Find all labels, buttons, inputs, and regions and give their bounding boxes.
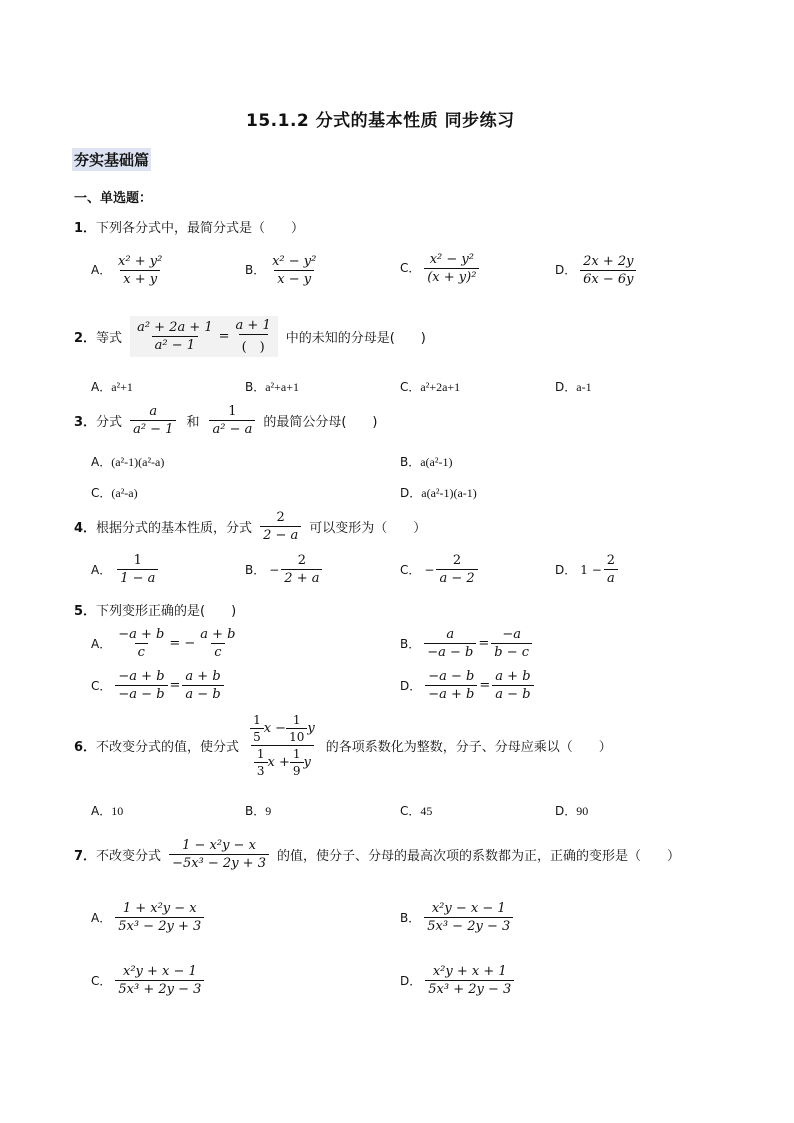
- question-5: [74, 600, 236, 619]
- fraction-2: [209, 404, 255, 437]
- denominator: a − b: [182, 685, 223, 702]
- question-type-heading: 一、单选题：: [74, 191, 153, 206]
- fraction: [260, 510, 301, 543]
- option-label: D．: [400, 974, 422, 988]
- q4-option-a[interactable]: [91, 553, 158, 586]
- option-label: C．: [400, 380, 421, 394]
- q1-option-d[interactable]: [555, 254, 636, 287]
- option-label: A．: [91, 637, 112, 651]
- q2-option-a[interactable]: [91, 378, 133, 395]
- q5-option-c[interactable]: [91, 669, 224, 702]
- section-title: 夯实基础篇: [72, 148, 151, 171]
- numerator: a + b: [495, 669, 531, 684]
- fraction: [281, 553, 322, 586]
- q6-option-d[interactable]: [555, 802, 588, 819]
- option-label: A．: [91, 263, 112, 277]
- sign: 1 −: [580, 562, 602, 577]
- q1-option-a[interactable]: [91, 254, 165, 287]
- sign: −: [424, 562, 435, 577]
- denominator: 6x − 6y: [580, 270, 636, 287]
- equals-sign: = −: [169, 636, 196, 651]
- denominator: −a − b: [115, 685, 167, 702]
- numerator: 1 − x²y − x: [182, 838, 256, 853]
- q4-option-b[interactable]: [245, 553, 322, 586]
- question-3: [74, 404, 378, 437]
- left-fraction: [134, 320, 216, 353]
- question-6: [74, 713, 612, 778]
- fraction: [115, 964, 204, 997]
- option-text: a(a²-1): [420, 455, 453, 469]
- numerator: −a + b: [118, 669, 165, 684]
- question-text-pre: 不改变分式的值，使分式: [96, 740, 240, 755]
- fraction: [269, 254, 319, 287]
- fraction: [169, 838, 269, 871]
- numerator: x² + y²: [118, 254, 163, 269]
- numerator: x² − y²: [429, 252, 474, 267]
- term: x −: [263, 721, 287, 736]
- numerator: 2: [606, 553, 616, 568]
- q2-option-b[interactable]: [245, 378, 299, 395]
- numerator: 2: [452, 553, 462, 568]
- denominator: a² − a: [209, 420, 255, 437]
- denominator: 5x³ − 2y + 3: [115, 917, 204, 934]
- question-2: [74, 316, 426, 357]
- question-4: [74, 510, 426, 543]
- numerator: x²y − x − 1: [431, 901, 506, 916]
- denominator: a − b: [492, 685, 533, 702]
- denominator: 5x³ + 2y − 3: [115, 980, 204, 997]
- fraction: [604, 553, 618, 586]
- term: y: [303, 755, 311, 770]
- option-text: a-1: [576, 380, 592, 394]
- q3-option-a[interactable]: [91, 453, 164, 470]
- denominator: [251, 745, 314, 778]
- option-label: A．: [91, 455, 112, 469]
- numerator: a² + 2a + 1: [137, 320, 213, 335]
- option-label: B．: [245, 804, 266, 818]
- question-text-post: 的各项系数化为整数，分子、分母应乘以（ ）: [325, 740, 612, 755]
- fraction: [424, 252, 479, 285]
- denominator: 1 − a: [117, 569, 158, 586]
- option-label: A．: [91, 380, 112, 394]
- q2-option-d[interactable]: [555, 378, 592, 395]
- numerator: 1 + x²y − x: [122, 901, 197, 916]
- numerator: −a − b: [428, 669, 475, 684]
- denominator: 2 + a: [281, 569, 322, 586]
- coef-num: 1: [292, 747, 301, 761]
- denominator: −a + b: [425, 685, 477, 702]
- denominator: a: [604, 569, 618, 586]
- denominator: 2 − a: [260, 526, 301, 543]
- right-fraction: [233, 318, 274, 355]
- page-title: 15.1.2 分式的基本性质 同步练习: [246, 111, 515, 131]
- coef-den: 10: [286, 728, 307, 744]
- numerator: a + 1: [235, 318, 271, 333]
- q3-option-d[interactable]: [400, 484, 477, 501]
- denominator: −5x³ − 2y + 3: [169, 854, 269, 871]
- option-label: B．: [400, 637, 421, 651]
- option-label: C．: [91, 974, 112, 988]
- option-label: D．: [555, 380, 577, 394]
- question-number: 2．: [74, 331, 97, 346]
- numerator: 2x + 2y: [583, 254, 634, 269]
- fraction: [115, 901, 204, 934]
- denominator: c: [135, 643, 148, 660]
- option-label: D．: [400, 486, 422, 500]
- option-text: 90: [576, 804, 589, 818]
- option-text: a²+1: [111, 380, 133, 394]
- numerator: 1: [228, 404, 237, 419]
- left-fraction: [115, 669, 167, 702]
- q5-option-d[interactable]: [400, 669, 534, 702]
- q4-option-c[interactable]: [400, 553, 478, 586]
- equals-sign: =: [218, 329, 230, 344]
- q7-option-c[interactable]: [91, 964, 204, 997]
- equals-sign: =: [478, 636, 490, 651]
- q7-option-a[interactable]: [91, 901, 204, 934]
- coef-den: 5: [250, 728, 264, 744]
- denominator: (x + y)²: [424, 268, 479, 285]
- option-label: D．: [555, 263, 577, 277]
- denominator: x + y: [120, 270, 160, 287]
- fraction: [580, 254, 636, 287]
- option-label: B．: [400, 455, 421, 469]
- option-label: C．: [91, 486, 112, 500]
- option-label: C．: [400, 261, 421, 275]
- option-text: 10: [111, 804, 124, 818]
- fraction: [425, 964, 514, 997]
- question-text-post: 中的未知的分母是( ): [285, 331, 426, 346]
- numerator: 2: [297, 553, 307, 568]
- q7-option-b[interactable]: [400, 901, 513, 934]
- fraction-1: [130, 404, 176, 437]
- coef-den: 9: [290, 762, 304, 778]
- option-label: C．: [400, 563, 421, 577]
- option-text: (a²-a): [111, 486, 138, 500]
- option-label: A．: [91, 563, 112, 577]
- q4-option-d[interactable]: [555, 553, 618, 586]
- fraction: [115, 254, 165, 287]
- fraction: [424, 901, 513, 934]
- denominator-blank: ( ): [239, 334, 268, 355]
- question-text-post: 的值，使分子、分母的最高次项的系数都为正，正确的变形是（ ）: [276, 849, 680, 864]
- right-fraction: [197, 627, 238, 660]
- question-number: 6．: [74, 740, 97, 755]
- q1-option-b[interactable]: [245, 254, 319, 287]
- option-label: C．: [91, 679, 112, 693]
- denominator: −a − b: [424, 643, 476, 660]
- right-fraction: [491, 627, 532, 660]
- coefficient: [290, 747, 304, 778]
- option-text: (a²-1)(a²-a): [111, 455, 165, 469]
- q2-option-c[interactable]: [400, 378, 460, 395]
- numerator: [247, 713, 318, 745]
- question-1: [74, 217, 304, 236]
- option-label: B．: [245, 563, 266, 577]
- left-fraction: [115, 627, 167, 660]
- coefficient: [254, 747, 268, 778]
- numerator: x² − y²: [272, 254, 317, 269]
- question-text-pre: 分式: [96, 415, 123, 430]
- coef-num: 1: [292, 713, 301, 727]
- option-label: B．: [245, 263, 266, 277]
- complex-fraction: [247, 713, 318, 778]
- q6-option-b[interactable]: [245, 802, 271, 819]
- question-7: [74, 838, 680, 871]
- coef-den: 3: [254, 762, 268, 778]
- numerator: a + b: [185, 669, 221, 684]
- term: y: [307, 721, 315, 736]
- left-fraction: [424, 627, 476, 660]
- numerator: a + b: [200, 627, 236, 642]
- option-label: D．: [555, 804, 577, 818]
- question-text: 下列各分式中，最简分式是（ ）: [96, 221, 305, 236]
- denominator: a − 2: [436, 569, 477, 586]
- right-fraction: [492, 669, 533, 702]
- fraction: [436, 553, 477, 586]
- coefficient: [250, 713, 264, 744]
- numerator: 1: [133, 553, 142, 568]
- denominator: a² − 1: [130, 420, 176, 437]
- term: x +: [267, 755, 290, 770]
- equation: [130, 316, 278, 357]
- numerator: −a: [502, 627, 521, 642]
- question-number: 5．: [74, 604, 97, 619]
- option-label: D．: [555, 563, 577, 577]
- coef-num: 1: [253, 713, 261, 727]
- denominator: a² − 1: [152, 336, 198, 353]
- question-text-pre: 根据分式的基本性质，分式: [96, 521, 253, 536]
- q3-option-b[interactable]: [400, 453, 452, 470]
- right-fraction: [182, 669, 223, 702]
- option-text: a²+2a+1: [420, 380, 461, 394]
- question-number: 7．: [74, 849, 97, 864]
- coefficient: [286, 713, 307, 744]
- numerator: x²y + x − 1: [122, 964, 197, 979]
- denominator: b − c: [491, 643, 532, 660]
- option-text: 9: [265, 804, 272, 818]
- question-text-pre: 等式: [96, 331, 123, 346]
- question-number: 4．: [74, 521, 97, 536]
- denominator: x − y: [274, 270, 314, 287]
- option-label: B．: [245, 380, 266, 394]
- left-fraction: [425, 669, 477, 702]
- equals-sign: =: [169, 678, 181, 693]
- equals-sign: =: [479, 678, 491, 693]
- denominator: 5x³ + 2y − 3: [425, 980, 514, 997]
- question-text-post: 的最简公分母( ): [263, 415, 378, 430]
- numerator: x²y + x + 1: [432, 964, 507, 979]
- question-text-pre: 不改变分式: [96, 849, 162, 864]
- denominator: c: [211, 643, 224, 660]
- option-label: A．: [91, 804, 112, 818]
- option-label: B．: [400, 911, 421, 925]
- q5-option-b[interactable]: [400, 627, 532, 660]
- coef-num: 1: [256, 747, 265, 761]
- option-text: a(a²-1)(a-1): [421, 486, 477, 500]
- connector-text: 和: [186, 415, 200, 430]
- numerator: a: [446, 627, 455, 642]
- q6-option-c[interactable]: [400, 802, 432, 819]
- numerator: a: [149, 404, 158, 419]
- numerator: 2: [276, 510, 285, 525]
- q5-option-a[interactable]: [91, 627, 239, 660]
- numerator: −a + b: [118, 627, 165, 642]
- option-label: D．: [400, 679, 422, 693]
- q6-option-a[interactable]: [91, 802, 123, 819]
- option-text: 45: [420, 804, 433, 818]
- q7-option-d[interactable]: [400, 964, 514, 997]
- option-text: a²+a+1: [265, 380, 300, 394]
- q3-option-c[interactable]: [91, 484, 138, 501]
- q1-option-c[interactable]: [400, 252, 479, 285]
- question-number: 1．: [74, 221, 97, 236]
- sign: −: [269, 562, 280, 577]
- question-number: 3．: [74, 415, 97, 430]
- option-label: C．: [400, 804, 421, 818]
- question-text-post: 可以变形为（ ）: [309, 521, 427, 536]
- fraction: [117, 553, 158, 586]
- denominator: 5x³ − 2y − 3: [424, 917, 513, 934]
- option-label: A．: [91, 911, 112, 925]
- question-text: 下列变形正确的是( ): [96, 604, 237, 619]
